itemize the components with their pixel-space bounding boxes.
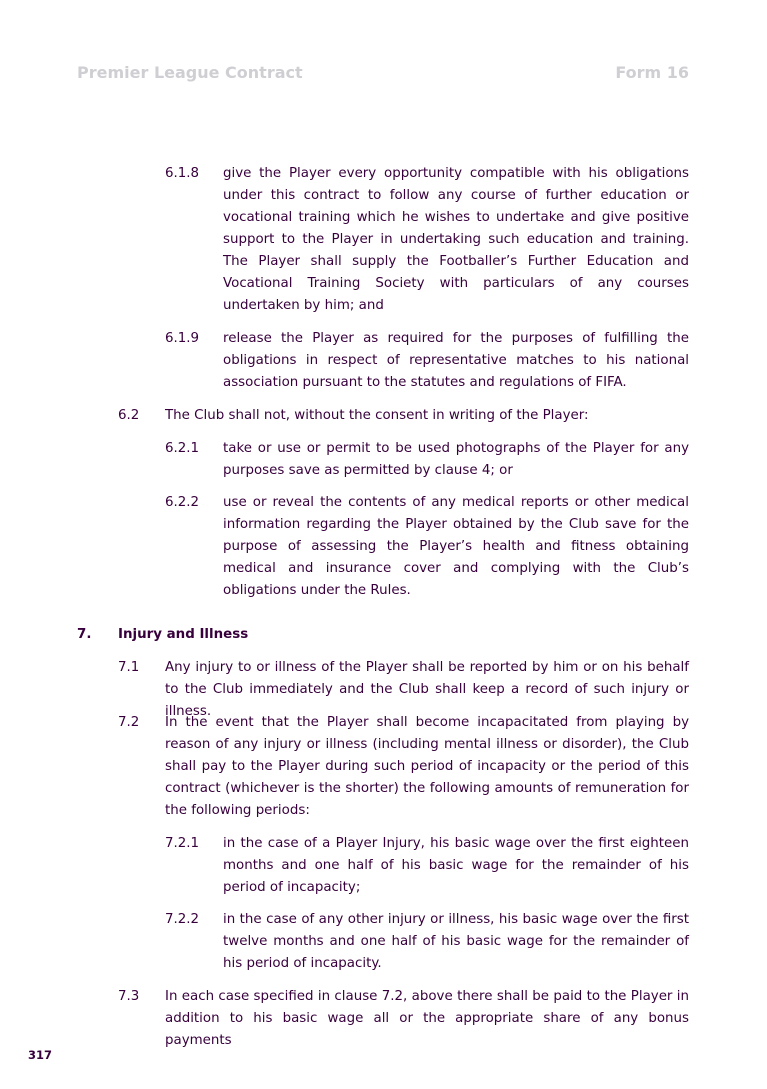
page-number: 317 [28,1048,53,1062]
clause-text: In each case specified in clause 7.2, above there shall be paid to the Player in addition to his basic wage all or the appropriate share of any bonus payments [165,989,689,1048]
clause-text: in the case of any other injury or illness, his basic wage over the first twelve months and one half of his basic wage for the remainder of his period of incapacity. [223,912,689,971]
section-number: 7. [77,627,92,642]
clause-number: 7.2 [118,715,140,730]
clause-number: 7.2.2 [165,912,200,927]
clause-number: 7.1 [118,660,140,675]
clause-text: The Club shall not, without the consent in writing of the Player: [165,408,589,423]
clause-text: in the case of a Player Injury, his basic wage over the first eighteen months and one half of his basic wage for the remainder of his period of incapacity; [223,836,689,895]
clause-number: 6.2.1 [165,441,200,456]
clause-number: 6.1.8 [165,166,200,181]
clause-number: 6.2.2 [165,495,200,510]
section-heading: Injury and Illness [118,627,249,642]
clause-text: give the Player every opportunity compatible with his obligations under this contract to follow any course of further education or vocational training which he wishes to undertake and give positive support to the Player in undertaking such education and training. The Player shall supply the Footballer’s Further Education and Vocational Training Society with particulars of any courses undertaken by him; and [223,166,689,313]
clause-number: 6.2 [118,408,140,423]
clause-text: take or use or permit to be used photographs of the Player for any purposes save as permitted by clause 4; or [223,441,689,478]
clause-text: In the event that the Player shall become incapacitated from playing by reason of any injury or illness (including mental illness or disorder), the Club shall pay to the Player during such period of incapacity or the period of this contract (whichever is the shorter) the following amounts of remuneration for the following periods: [165,715,689,818]
header-form: Form 16 [615,63,689,82]
clause-text: use or reveal the contents of any medical reports or other medical information regarding the Player obtained by the Club save for the purpose of assessing the Player’s health and fitness obtaining medical and insurance cover and complying with the Club’s obligations under the Rules. [223,495,689,598]
clause-text: release the Player as required for the purposes of fulfilling the obligations in respect of representative matches to his national association pursuant to the statutes and regulations of FIFA. [223,331,689,390]
header-title: Premier League Contract [77,63,303,82]
clause-number: 7.3 [118,989,140,1004]
clause-number: 7.2.1 [165,836,200,851]
clause-number: 6.1.9 [165,331,200,346]
clause-text: Any injury to or illness of the Player shall be reported by him or on his behalf to the Club immediately and the Club shall keep a record of such injury or illness. [165,660,689,719]
